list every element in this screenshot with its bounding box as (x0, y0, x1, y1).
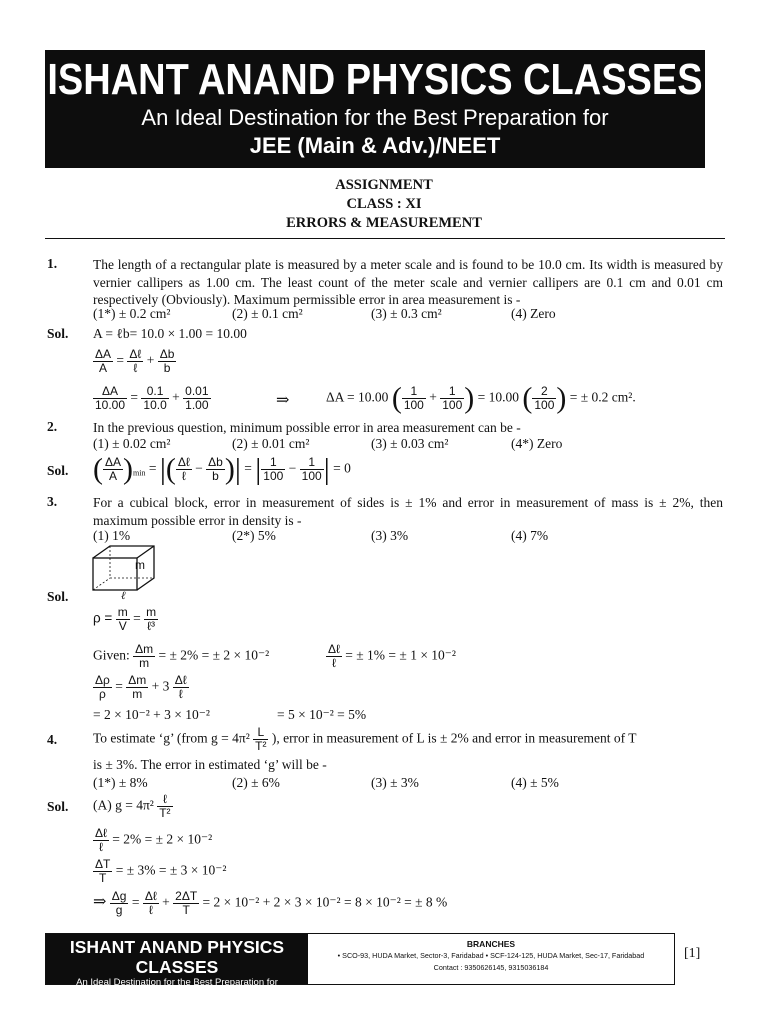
sol-label-1: Sol. (47, 326, 69, 341)
footer-tagline: An Ideal Destination for the Best Preparation for (76, 977, 278, 988)
heading-divider (45, 238, 725, 239)
footer-brand (46, 934, 308, 999)
q3-option-4: (4) 7% (511, 528, 549, 543)
q4-option-1: (1*) ± 8% (93, 775, 148, 790)
cube-side-label: ℓ (121, 590, 126, 602)
question-number-3: 3. (47, 494, 58, 509)
question-4-line1: To estimate ‘g’ (from g = 4π² $\frac{L}{\text{T²}}$ ), error in measurement of L is ± 2% and error in measurement of T (93, 725, 637, 753)
heading-class: CLASS : XI (346, 196, 422, 212)
q2-option-2: (2) ± 0.01 cm² (232, 436, 310, 451)
header-banner (45, 50, 705, 168)
q1-option-3: (3) ± 0.3 cm² (371, 306, 442, 321)
question-number-4: 4. (47, 732, 58, 747)
question-3-text: For a cubical block, error in measurement of sides is ± 1% and error in measurement of mass is ± 2%, then maximum possible error in density is - (93, 495, 723, 528)
sol1-result: ΔA = 10.00 ( $\frac{1}{100}$ + $\frac{1}{100}$ ) = 10.00 ( $\frac{2}{100}$ ) = ± 0.2 cm². (326, 381, 636, 415)
sol1-arrow: ⇒ (276, 392, 290, 409)
sol2-expression: ( $\frac{\Delta A}{A}$ )$_{min}$ = |( $\frac{\text{Δℓ}}{\text{ℓ}}$ − $\frac{\Delta b}{b}$ )| = | $\frac{1}{100}$ − $\frac{1}{100}$ | = 0 (93, 452, 351, 486)
assignment-heading (0, 176, 768, 233)
sol3-final-b: = 5 × 10⁻² = 5% (277, 707, 367, 722)
q3-option-3: (3) 3% (371, 528, 409, 543)
footer-exam: JEE (Main & Adv.)/NEET (120, 988, 234, 999)
footer-title: ISHANT ANAND PHYSICS CLASSES (69, 937, 285, 977)
heading-assignment: ASSIGNMENT (335, 177, 433, 193)
sol3-final-a: = 2 × 10⁻² + 3 × 10⁻² (93, 707, 210, 722)
sol3-given: Given: $\frac{\Delta m}{m}$ = ± 2% = ± 2 × 10⁻² (93, 642, 270, 670)
q3-option-2: (2*) 5% (232, 528, 276, 543)
q2-option-1: (1) ± 0.02 cm² (93, 436, 171, 451)
sol4-formula: (A) g = 4π² $\frac{\text{ℓ}}{\text{T²}}$ (93, 792, 171, 820)
branches-contact: Contact : 9350626145, 9315036184 (433, 963, 549, 972)
sol3-density-error: $\frac{\Delta\rho}{\rho}$ = $\frac{\Delta m}{m}$ + 3 $\frac{\text{Δℓ}}{\text{ℓ}}$ (95, 673, 187, 701)
banner-tagline: An Ideal Destination for the Best Preparation for (141, 105, 609, 130)
question-4-line2: is ± 3%. The error in estimated ‘g’ will be - (93, 757, 327, 772)
sol4-time-error: $\frac{\Delta T}{T}$ = ± 3% = ± 3 × 10⁻² (95, 857, 227, 885)
q3-option-1: (1) 1% (93, 528, 131, 543)
q4-option-3: (3) ± 3% (371, 775, 419, 790)
branches-heading: BRANCHES (466, 939, 516, 949)
question-1-text: The length of a rectangular plate is measured by a meter scale and is found to be 10.0 cm. Its width is measured by vernier callipers as 1.00 cm. The least count of the meter scale and vernier callipers are 0.1 cm and 0.01 cm respectively (Obviously). Maximum permissible error in area measurement is - (93, 257, 723, 307)
footer-branches (308, 934, 674, 974)
q2-option-3: (3) ± 0.03 cm² (371, 436, 449, 451)
banner-title: ISHANT ANAND PHYSICS CLASSES (47, 55, 703, 105)
sol1-relative-error: $\frac{\Delta A}{A}$ = $\frac{\text{Δℓ}}{\text{ℓ}}$ + $\frac{\Delta b}{b}$ (95, 347, 175, 375)
sol1-substitution: $\frac{\Delta A}{10.00}$ = $\frac{0.1}{10.0}$ + $\frac{0.01}{1.00}$ (95, 384, 209, 412)
q1-option-4: (4) Zero (511, 306, 556, 321)
sol-label-2: Sol. (47, 463, 69, 478)
question-number-2: 2. (47, 419, 58, 434)
page-number: [1] (684, 946, 701, 961)
sol-label-3: Sol. (47, 589, 69, 604)
question-2-text: In the previous question, minimum possible error in area measurement can be - (93, 420, 521, 435)
q4-option-4: (4) ± 5% (511, 775, 559, 790)
sol-label-4: Sol. (47, 799, 69, 814)
q1-option-1: (1*) ± 0.2 cm² (93, 306, 171, 321)
question-number-1: 1. (47, 256, 58, 271)
sol3-density: ρ = $\frac{m}{V}$ = $\frac{m}{\text{ℓ³}}$ (93, 605, 157, 633)
footer (45, 933, 675, 999)
banner-exam: JEE (Main & Adv.)/NEET (249, 133, 501, 158)
branches-addresses: • SCO-93, HUDA Market, Sector-3, Faridabad • SCF-124-125, HUDA Market, Sec-17, Faridabad (337, 951, 645, 960)
sol4-length-error: $\frac{\text{Δℓ}}{\text{ℓ}}$ = 2% = ± 2 × 10⁻² (95, 826, 213, 854)
heading-topic: ERRORS & MEASUREMENT (286, 215, 482, 231)
cube-mass-label: m (135, 558, 145, 572)
q2-option-4: (4*) Zero (511, 436, 563, 451)
sol4-result: ⇒ $\frac{\Delta g}{g}$ = $\frac{\text{Δℓ}}{\text{ℓ}}$ + $\frac{2\Delta T}{T}$ = 2 × 10⁻² + 2 × 3 × 10⁻² = 8 × 10⁻² = ± 8 % (93, 889, 448, 917)
sol1-area-line: A = ℓb= 10.0 × 1.00 = 10.00 (93, 326, 247, 341)
q4-option-2: (2) ± 6% (232, 775, 280, 790)
sol3-given-length: $\frac{\text{Δℓ}}{\text{ℓ}}$ = ± 1% = ± 1 × 10⁻² (328, 642, 456, 670)
q1-option-2: (2) ± 0.1 cm² (232, 306, 303, 321)
